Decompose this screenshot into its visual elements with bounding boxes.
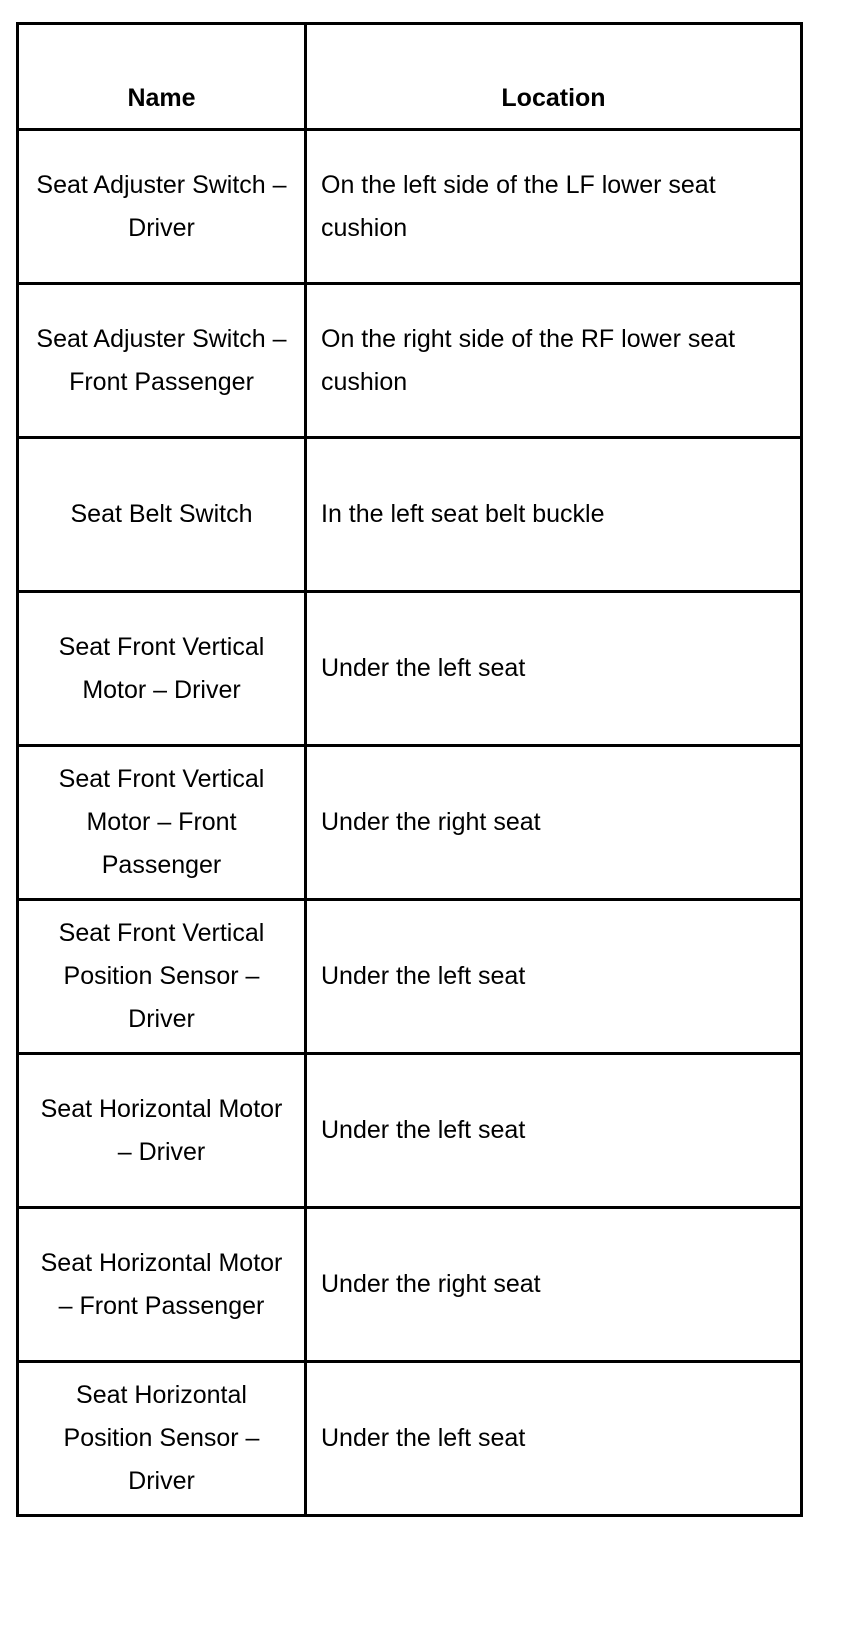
component-location-table bbox=[16, 22, 803, 1517]
table-row bbox=[18, 746, 802, 900]
cell-location: Under the left seat bbox=[306, 592, 802, 746]
table-row bbox=[18, 284, 802, 438]
cell-location: Under the right seat bbox=[306, 1208, 802, 1362]
cell-location: In the left seat belt buckle bbox=[306, 438, 802, 592]
table-row bbox=[18, 1054, 802, 1208]
cell-location: Under the left seat bbox=[306, 1054, 802, 1208]
cell-name: Seat Belt Switch bbox=[18, 438, 306, 592]
header-row bbox=[18, 24, 802, 130]
cell-name: Seat Horizontal Motor – Front Passenger bbox=[18, 1208, 306, 1362]
cell-location: Under the left seat bbox=[306, 900, 802, 1054]
table-row bbox=[18, 1362, 802, 1516]
cell-name: Seat Front Vertical Motor – Driver bbox=[18, 592, 306, 746]
table-row bbox=[18, 438, 802, 592]
cell-name: Seat Front Vertical Position Sensor – Driver bbox=[18, 900, 306, 1054]
cell-name: Seat Horizontal Position Sensor – Driver bbox=[18, 1362, 306, 1516]
cell-name: Seat Horizontal Motor – Driver bbox=[18, 1054, 306, 1208]
header-name: Name bbox=[18, 24, 306, 130]
cell-location: On the right side of the RF lower seat cushion bbox=[306, 284, 802, 438]
cell-location: Under the right seat bbox=[306, 746, 802, 900]
cell-location: On the left side of the LF lower seat cushion bbox=[306, 130, 802, 284]
cell-location: Under the left seat bbox=[306, 1362, 802, 1516]
component-location-table-container bbox=[16, 22, 800, 1517]
cell-name: Seat Adjuster Switch – Front Passenger bbox=[18, 284, 306, 438]
cell-name: Seat Adjuster Switch – Driver bbox=[18, 130, 306, 284]
table-row bbox=[18, 900, 802, 1054]
table-row bbox=[18, 1208, 802, 1362]
cell-name: Seat Front Vertical Motor – Front Passenger bbox=[18, 746, 306, 900]
table-row bbox=[18, 592, 802, 746]
table-row bbox=[18, 130, 802, 284]
header-location: Location bbox=[306, 24, 802, 130]
